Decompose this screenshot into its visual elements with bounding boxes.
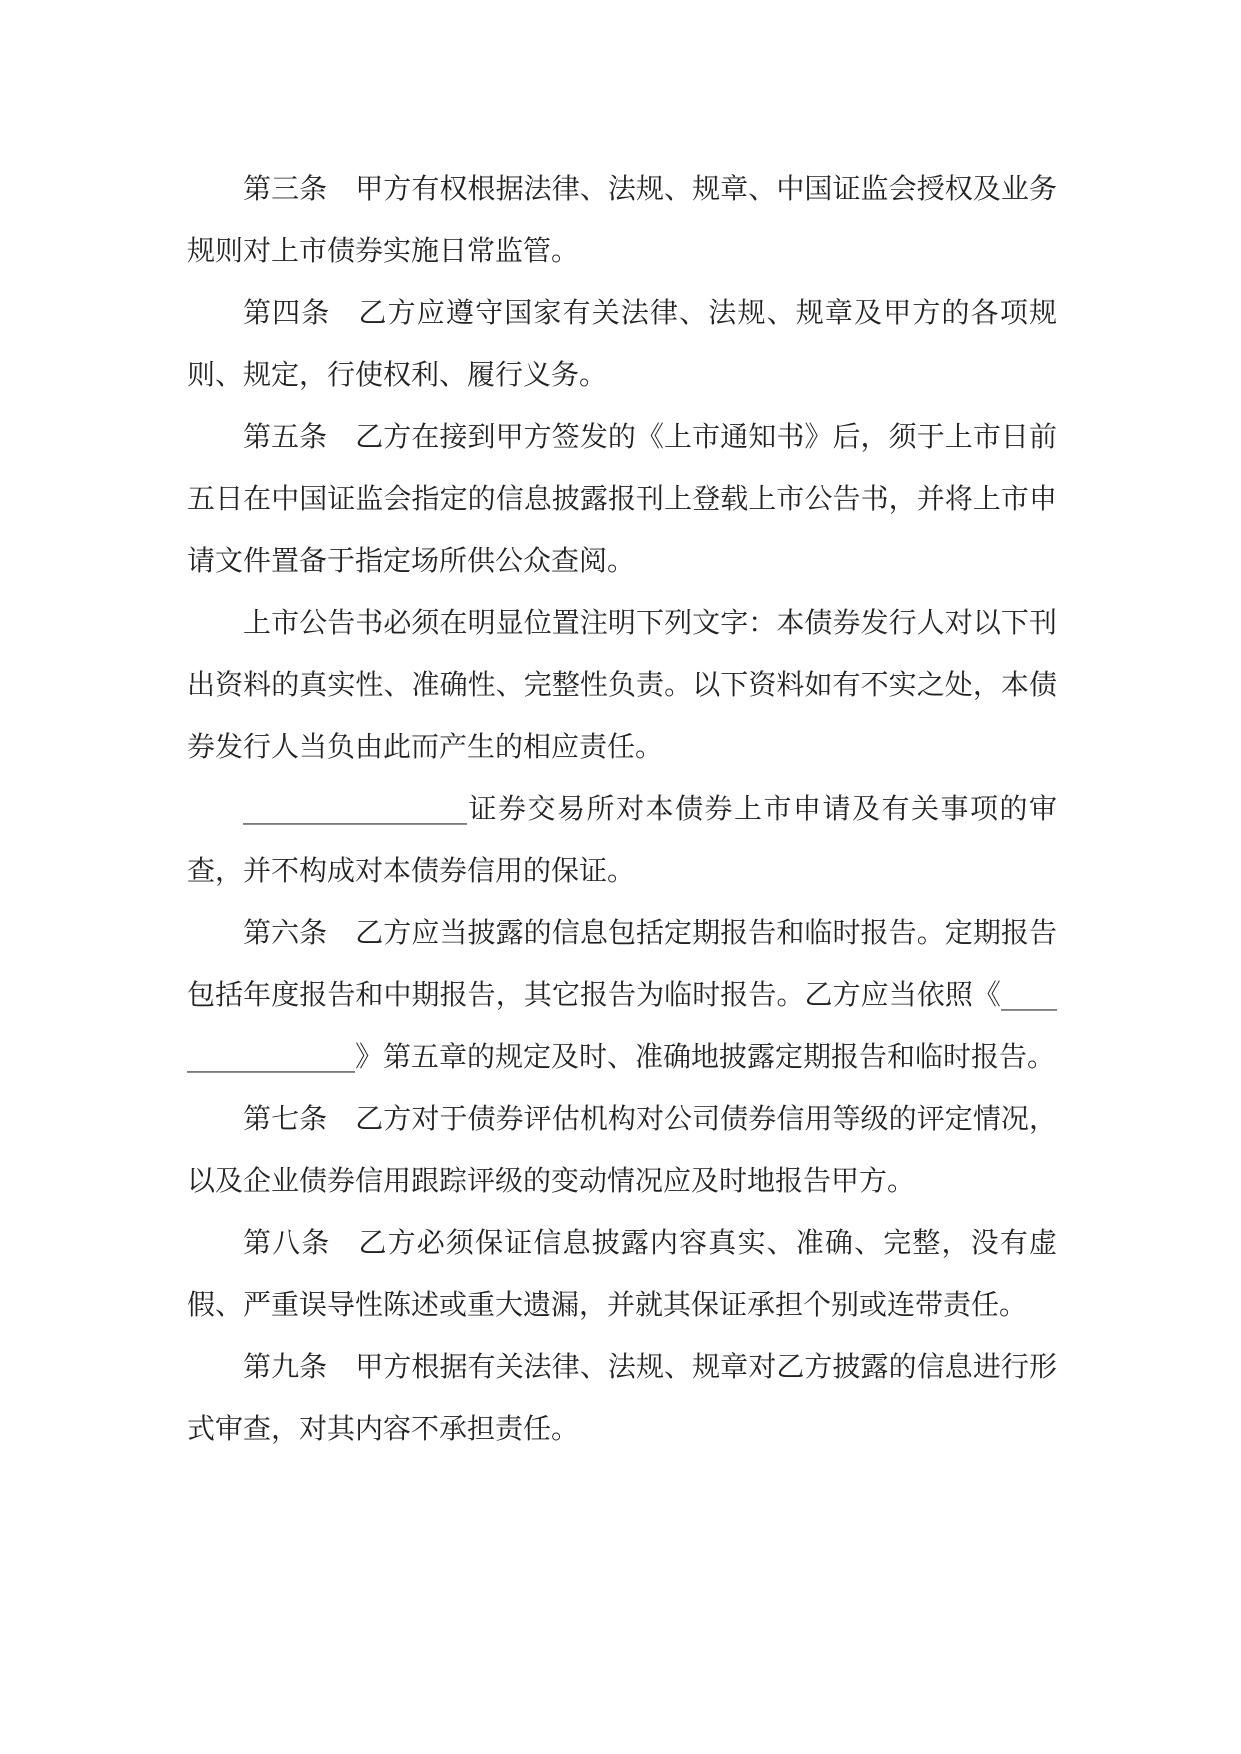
announcement-notice-text: 上市公告书必须在明显位置注明下列文字：本债券发行人对以下刊出资料的真实性、准确性、完整性负责。以下资料如有不实之处，本债券发行人当负由此而产生的相应责任。 [187,606,1057,763]
article-6 [187,902,1057,1088]
article-8-text: 乙方必须保证信息披露内容真实、准确、完整，没有虚假、严重误导性陈述或重大遗漏，并就其保证承担个别或连带责任。 [187,1226,1057,1321]
announcement-notice [187,592,1057,778]
article-4-text: 乙方应遵守国家有关法律、法规、规章及甲方的各项规则、规定，行使权利、履行义务。 [187,296,1057,391]
article-6-number: 第六条 [243,916,328,949]
exchange-disclaimer-text: ________________证券交易所对本债券上市申请及有关事项的审查，并不构成对本债券信用的保证。 [187,792,1057,887]
article-3 [187,158,1057,282]
article-5-text: 乙方在接到甲方签发的《上市通知书》后，须于上市日前五日在中国证监会指定的信息披露报刊上登载上市公告书，并将上市申请文件置备于指定场所供公众查阅。 [187,420,1057,577]
article-5 [187,406,1057,592]
article-4-number: 第四条 [243,296,331,329]
article-6-text: 乙方应当披露的信息包括定期报告和临时报告。定期报告包括年度报告和中期报告，其它报告为临时报告。乙方应当依照《________________》第五章的规定及时、准确地披露定期报告和临时报告。 [187,916,1057,1073]
article-7-number: 第七条 [243,1102,328,1135]
article-5-number: 第五条 [243,420,328,453]
document-body [187,158,1057,1460]
article-8 [187,1212,1057,1336]
article-9 [187,1336,1057,1460]
article-3-text: 甲方有权根据法律、法规、规章、中国证监会授权及业务规则对上市债券实施日常监管。 [187,172,1057,267]
article-9-number: 第九条 [243,1350,328,1383]
article-7-text: 乙方对于债券评估机构对公司债券信用等级的评定情况，以及企业债券信用跟踪评级的变动情况应及时地报告甲方。 [187,1102,1057,1197]
article-3-number: 第三条 [243,172,328,205]
article-7 [187,1088,1057,1212]
article-4 [187,282,1057,406]
exchange-disclaimer [187,778,1057,902]
article-8-number: 第八条 [243,1226,331,1259]
article-9-text: 甲方根据有关法律、法规、规章对乙方披露的信息进行形式审查，对其内容不承担责任。 [187,1350,1057,1445]
